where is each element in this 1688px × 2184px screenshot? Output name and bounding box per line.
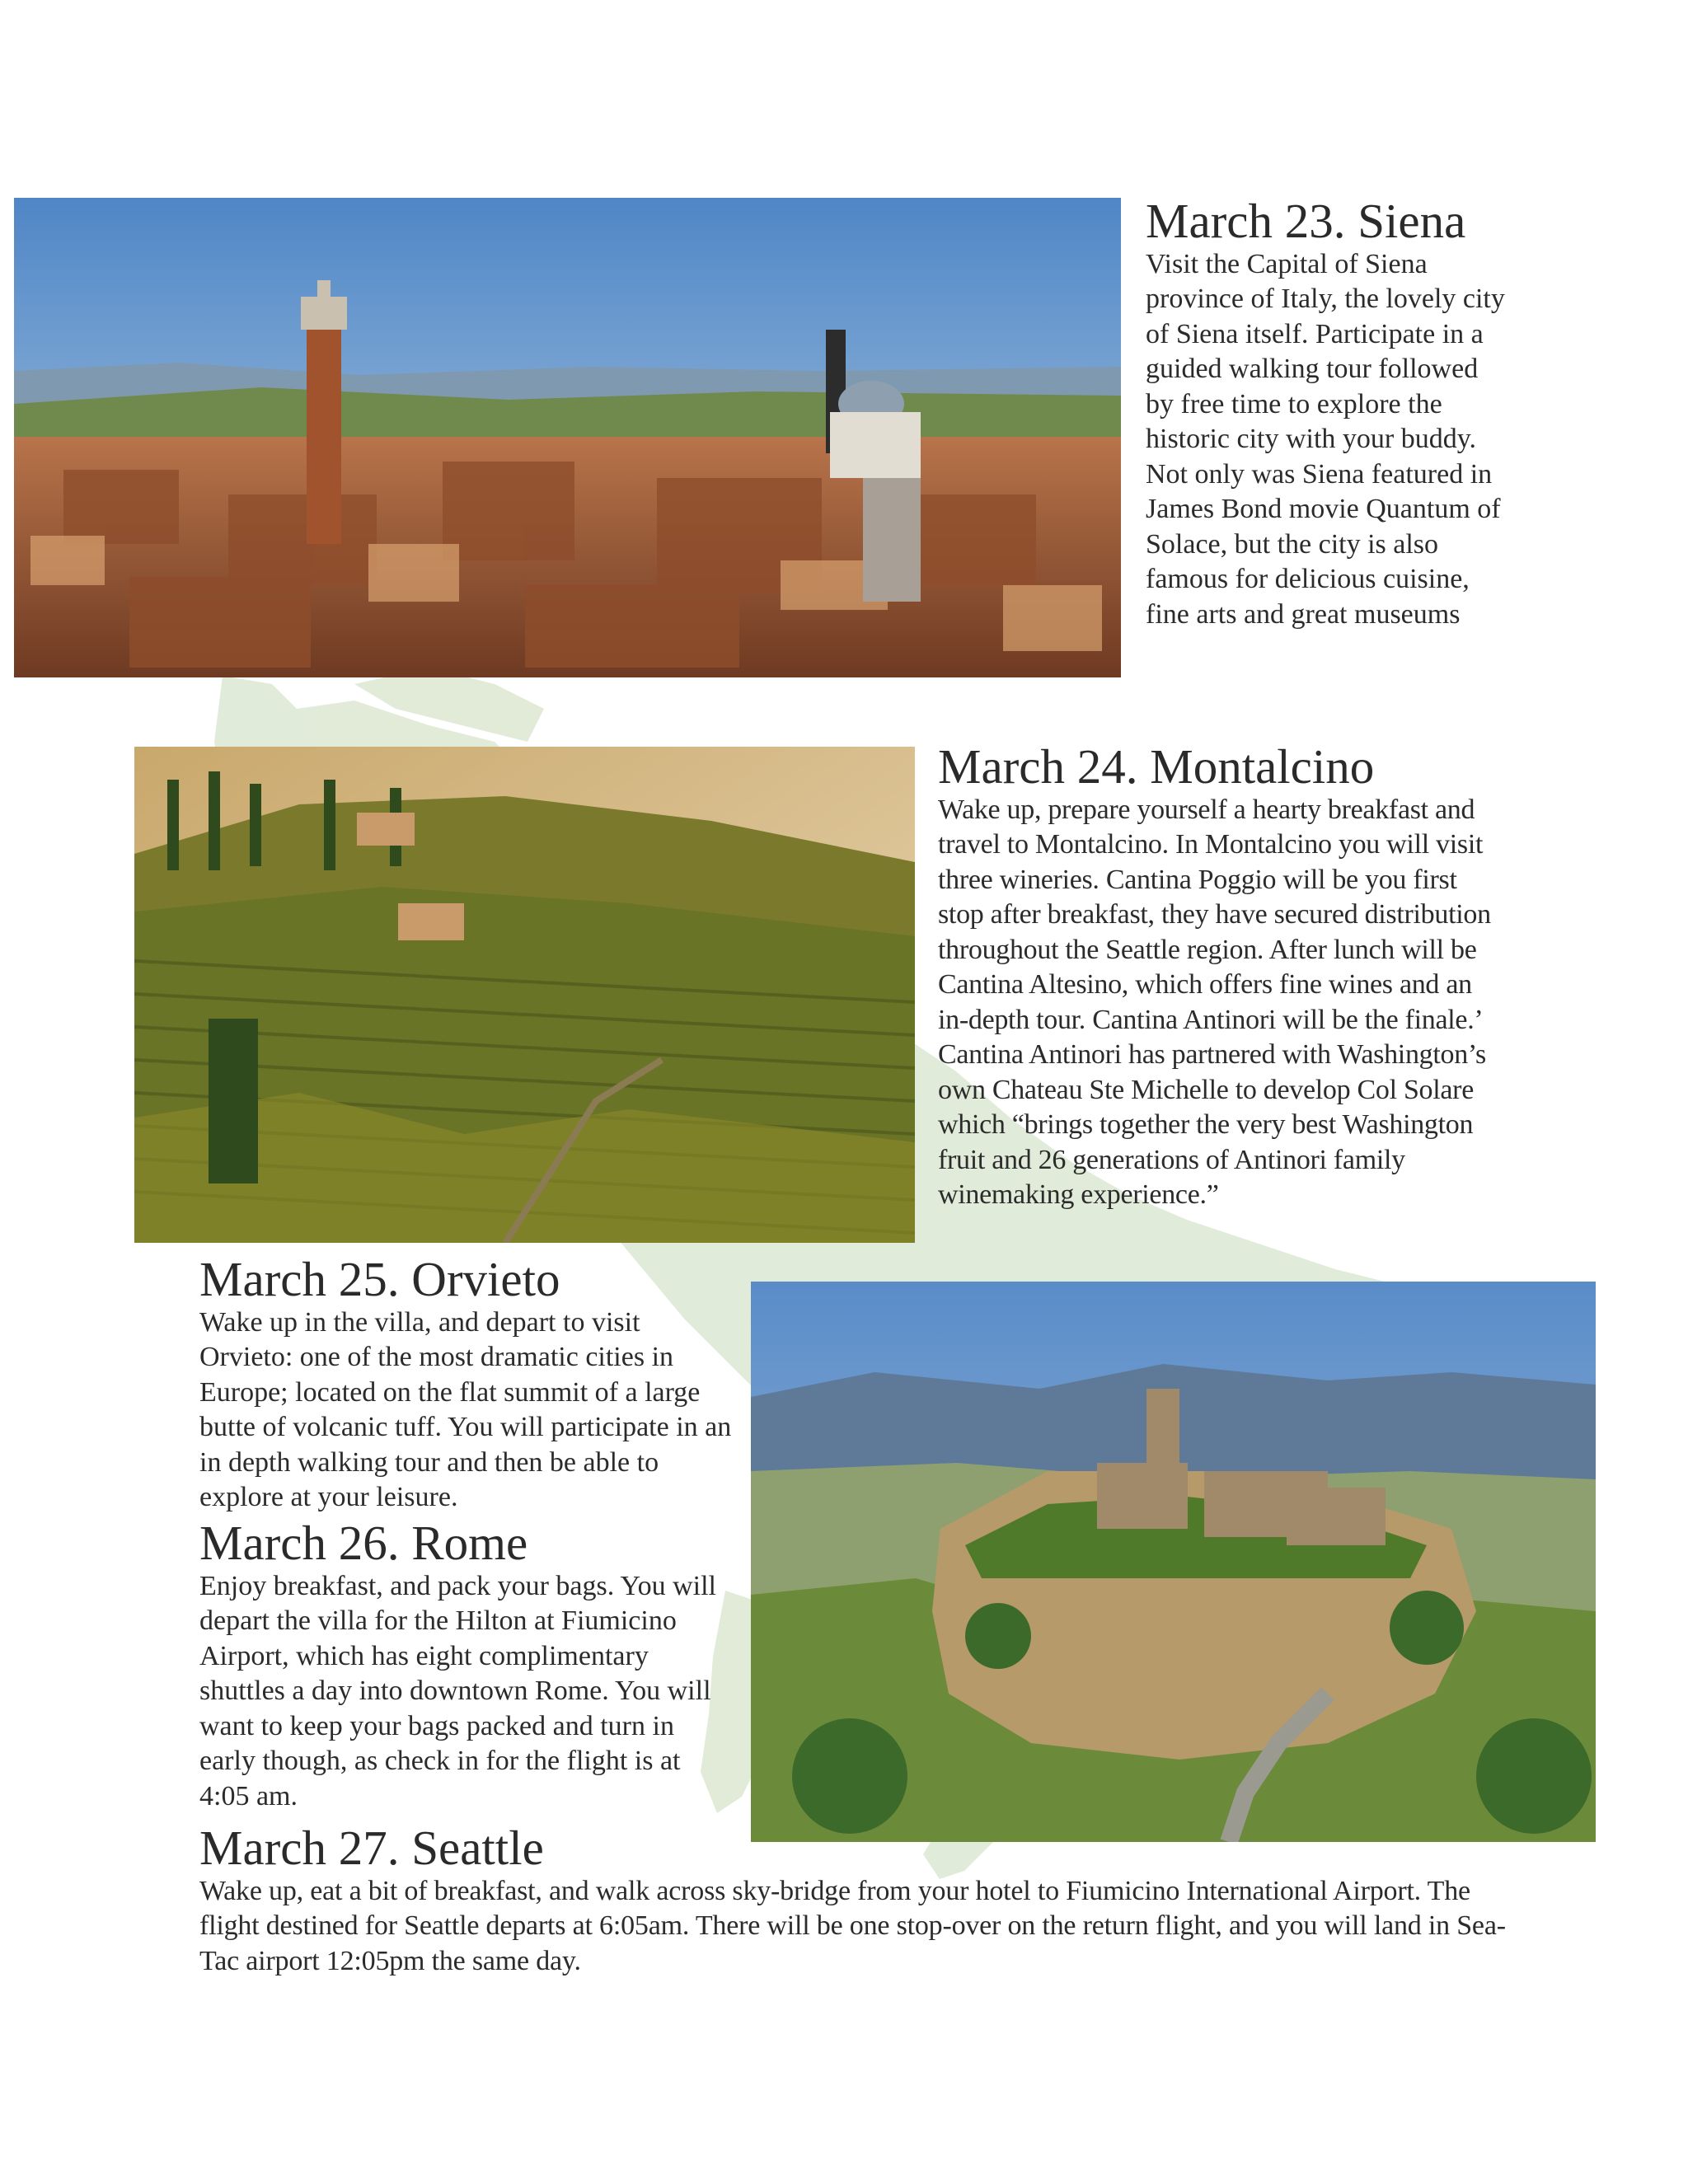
day-heading: March 26. Rome — [199, 1516, 528, 1570]
day-description: Wake up, eat a bit of breakfast, and walk across sky-bridge from your hotel to Fiumicino International Airport. The flight destined for Seattle departs at 6:05am. There will be one stop-over on the return flight, and you will land in Sea-Tac airport 12:05pm the same day. — [199, 1875, 1506, 1976]
day-description: Enjoy breakfast, and pack your bags. You will depart the villa for the Hilton at Fiumicino Airport, which has eight complimentary shuttles a day into downtown Rome. You will want to keep your bags packed and turn in early though, as check in for the flight is at 4:05 am. — [199, 1570, 717, 1811]
day-description: Wake up, prepare yourself a hearty breakfast and travel to Montalcino. In Montalcino you will visit three wineries. Cantina Poggio will be you first stop after breakfast, they have secured distribution throughout the Seattle region. After lunch will be Cantina Altesino, which offers fine wines and an in-depth tour. Cantina Antinori will be the finale.’ Cantina Antinori has partnered with Washington’s own Chateau Ste Michelle to develop Col Solare which “brings together the very best Washington fruit and 26 generations of Antinori family winemaking experience.” — [938, 794, 1491, 1211]
day-heading: March 23. Siena — [1146, 194, 1466, 248]
day-rome — [199, 1518, 735, 1814]
day-siena — [1146, 196, 1508, 632]
day-heading: March 27. Seattle — [199, 1821, 544, 1875]
siena-photo — [14, 198, 1121, 677]
day-montalcino — [938, 739, 1498, 1213]
day-orvieto — [199, 1254, 735, 1516]
day-heading: March 25. Orvieto — [199, 1252, 560, 1306]
day-seattle — [199, 1823, 1518, 1979]
day-description: Wake up in the villa, and depart to visit Orvieto: one of the most dramatic cities in Europe; located on the flat summit of a large butte of volcanic tuff. You will participate in an in depth walking tour and then be able to explore at your leisure. — [199, 1306, 732, 1513]
orvieto-photo — [751, 1282, 1596, 1842]
day-description: Visit the Capital of Siena province of Italy, the lovely city of Siena itself. Participate in a guided walking tour followed by free time to explore the historic city with your buddy. Not only was Siena featured in James Bond movie Quantum of Solace, but the city is also famous for delicious cuisine, fine arts and great museums — [1146, 248, 1505, 630]
montalcino-photo — [134, 747, 915, 1243]
day-heading: March 24. Montalcino — [938, 739, 1375, 794]
